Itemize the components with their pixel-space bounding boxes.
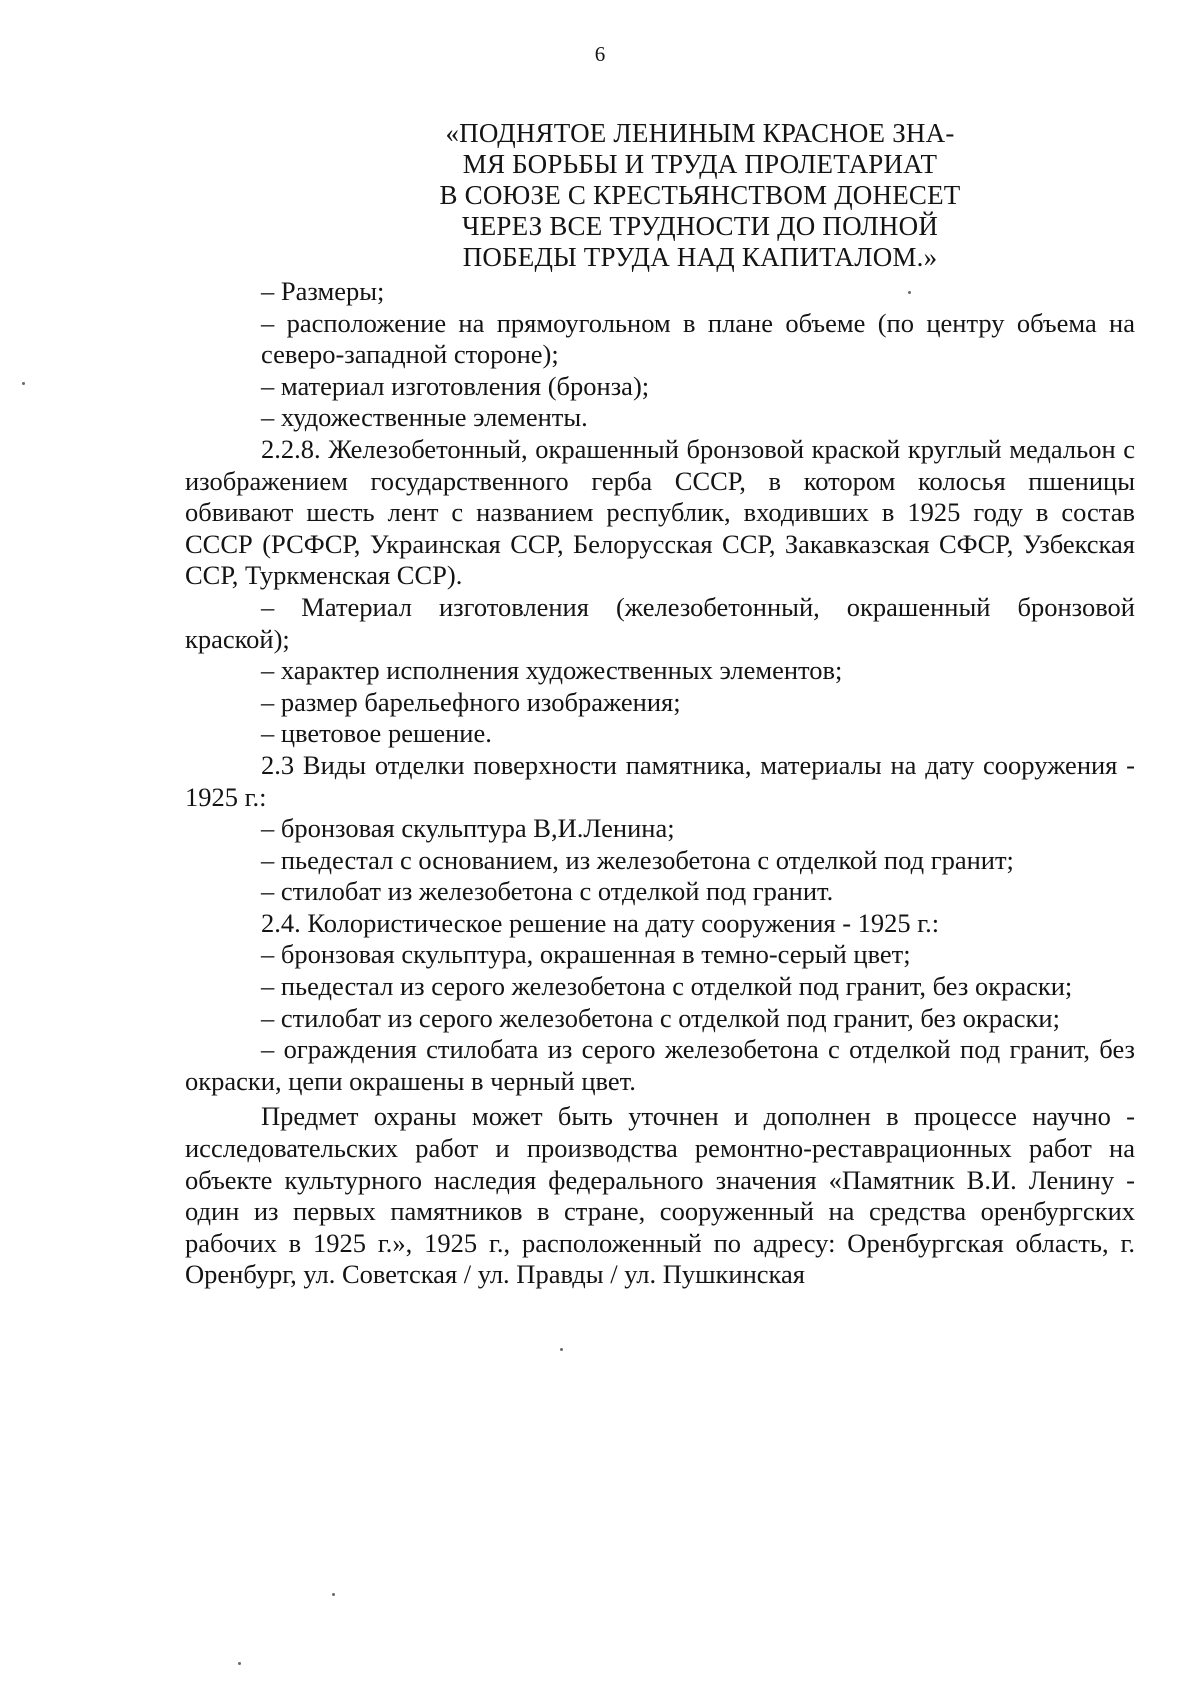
list-item-stylobate-color: – стилобат из серого железобетона с отделкой под гранит, без окраски; bbox=[261, 1002, 1060, 1033]
section-2-3: 2.3 Виды отделки поверхности памятника, материалы на дату сооружения - 1925 г.: bbox=[185, 749, 1135, 812]
list-item-sculpture-color: – бронзовая скульптура, окрашенная в темно-серый цвет; bbox=[261, 939, 911, 970]
page-number: 6 bbox=[594, 42, 606, 66]
list-item-artistic-elements: – художественные элементы. bbox=[261, 402, 588, 433]
list-item-color-scheme: – цветовое решение. bbox=[261, 718, 492, 749]
list-item-bronze-sculpture: – бронзовая скульптура В,И.Ленина; bbox=[261, 813, 675, 844]
monument-inscription bbox=[425, 118, 975, 273]
inscription-line: ЧЕРЕЗ ВСЕ ТРУДНОСТИ ДО ПОЛНОЙ bbox=[461, 211, 939, 241]
scan-speck bbox=[908, 291, 911, 294]
inscription-line: «ПОДНЯТОЕ ЛЕНИНЫМ КРАСНОЕ ЗНА- bbox=[445, 118, 955, 148]
list-item-bas-relief-size: – размер барельефного изображения; bbox=[261, 686, 681, 717]
list-item-stylobate: – стилобат из железобетона с отделкой под гранит. bbox=[261, 876, 834, 907]
list-item-pedestal-color: – пьедестал из серого железобетона с отделкой под гранит, без окраски; bbox=[261, 971, 1073, 1002]
scan-speck bbox=[22, 382, 25, 385]
list-item-pedestal: – пьедестал с основанием, из железобетона с отделкой под гранит; bbox=[261, 844, 1014, 875]
section-2-4: 2.4. Колористическое решение на дату сооружения - 1925 г.: bbox=[261, 907, 940, 938]
list-item-placement: – расположение на прямоугольном в плане объеме (по центру объема на северо-западной стороне); bbox=[261, 307, 1135, 370]
inscription-line: ПОБЕДЫ ТРУДА НАД КАПИТАЛОМ.» bbox=[462, 242, 938, 272]
closing-paragraph: Предмет охраны может быть уточнен и дополнен в процессе научно - исследовательских работ и производства ремонтно-реставрационных работ на объекте культурного наследия федерального значения «Памятник В.И. Ленину - один из первых памятников в стране, сооруженный на средства оренбургских рабочих в 1925 г.», 1925 г., расположенный по адресу: Оренбургская область, г. Оренбург, ул. Советская / ул. Правды / ул. Пушкинская bbox=[185, 1101, 1135, 1290]
list-item-artistic-execution: – характер исполнения художественных элементов; bbox=[261, 655, 843, 686]
section-2-2-8: 2.2.8. Железобетонный, окрашенный бронзовой краской круглый медальон с изображением государственного герба СССР, в котором колосья пшеницы обвивают шесть лент с названием республик, входивших в 1925 году в состав СССР (РСФСР, Украинская ССР, Белорусская ССР, Закавказская СФСР, Узбекская ССР, Туркменская ССР). bbox=[185, 433, 1135, 591]
list-item-fence-color: – ограждения стилобата из серого железобетона с отделкой под гранит, без окраски, цепи окрашены в черный цвет. bbox=[185, 1034, 1135, 1096]
body-text bbox=[185, 276, 1135, 1291]
scan-speck bbox=[332, 1593, 335, 1596]
list-item-dimensions: – Размеры; bbox=[261, 276, 385, 306]
scan-speck bbox=[238, 1662, 241, 1665]
inscription-line: МЯ БОРЬБЫ И ТРУДА ПРОЛЕТАРИАТ bbox=[462, 149, 938, 179]
list-item-medallion-material: – Материал изготовления (железобетонный, окрашенный бронзовой краской); bbox=[185, 591, 1135, 654]
inscription-line: В СОЮЗЕ С КРЕСТЬЯНСТВОМ ДОНЕСЕТ bbox=[439, 180, 961, 210]
list-item-material: – материал изготовления (бронза); bbox=[261, 370, 650, 401]
scan-speck bbox=[560, 1348, 563, 1351]
